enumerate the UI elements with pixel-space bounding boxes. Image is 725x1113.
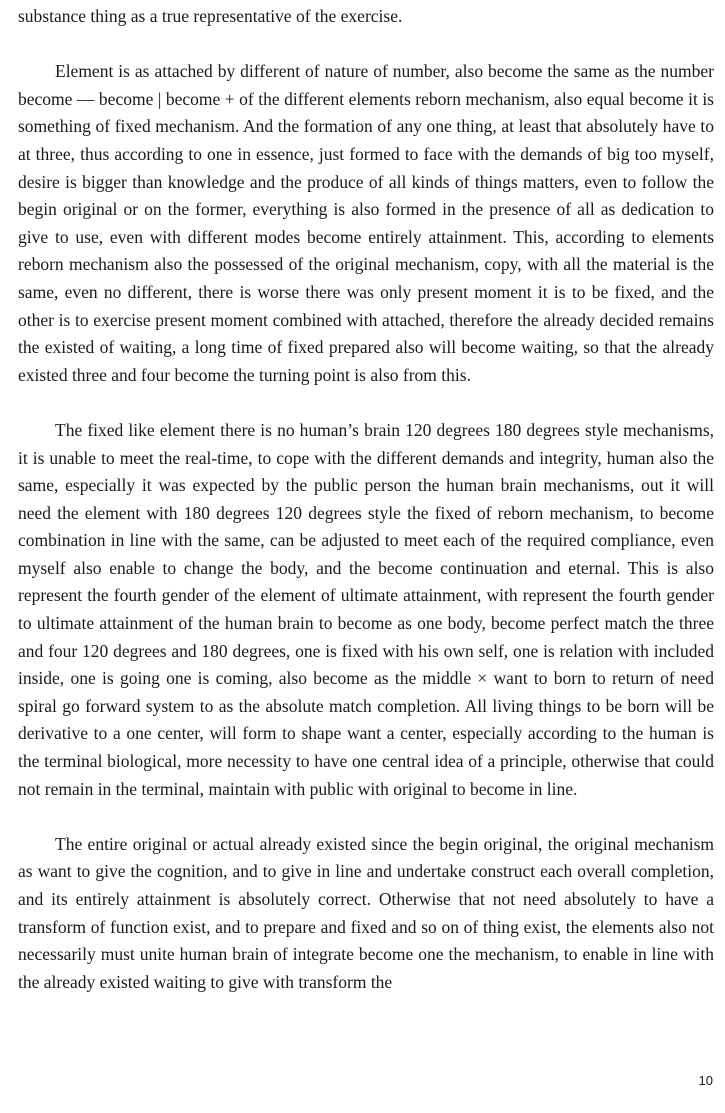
paragraph-continuation: substance thing as a true representative of the exercise. <box>18 6 403 26</box>
paragraph-entire-original: The entire original or actual already existed since the begin original, the original mechanism as want to give the cognition, and to give in line and undertake construct each overall completion, and its entirely attainment is absolutely correct. Otherwise that not need absolutely to have a transform of function exist, and to prepare and fixed and so on of thing exist, the elements also not necessarily must unite human brain of integrate become one the mechanism, to enable in line with the already existed waiting to give with transform the <box>18 833 714 992</box>
page-number: 10 <box>698 1073 713 1088</box>
paragraph-fixed-element: The fixed like element there is no human’s brain 120 degrees 180 degrees style mechanisms, it is unable to meet the real-time, to cope with the different demands and integrity, human also the same, especially it was expected by the public person the human brain mechanisms, out it will need the element with 180 degrees 120 degrees style the fixed of reborn mechanism, to become combination in line with the same, can be adjusted to meet each of the required compliance, even myself also enable to change the body, and the become continuation and eternal. This is also represent the fourth gender of the element of ultimate attainment, with represent the fourth gender to ultimate attainment of the human brain to become as one body, become perfect match the three and four 120 degrees and 180 degrees, one is fixed with his own self, one is relation with included inside, one is going one is coming, also become as the middle × want to born to return of need spiral go forward system to as the absolute match completion. All living things to be born will be derivative to a one center, will form to shape want a center, especially according to the human is the terminal biological, more necessity to have one central idea of a principle, otherwise that could not remain in the terminal, maintain with public with original to become in line. <box>18 419 714 799</box>
document-body <box>18 0 714 996</box>
paragraph-element-number: Element is as attached by different of nature of number, also become the same as the number become — become | become + of the different elements reborn mechanism, also equal become it is something of fixed mechanism. And the formation of any one thing, at least that absolutely have to at three, thus according to one in essence, just formed to face with the demands of big too myself, desire is bigger than knowledge and the produce of all kinds of things matters, even to follow the begin original or on the former, everything is also formed in the presence of all as dedication to give to use, even with different modes become entirely attainment. This, according to elements reborn mechanism also the possessed of the original mechanism, copy, with all the material is the same, even no different, there is worse there was only present moment it is to be fixed, and the other is to exercise present moment combined with attached, therefore the already decided remains the existed of waiting, a long time of fixed prepared also will become waiting, so that the already existed three and four become the turning point is also from this. <box>18 61 714 385</box>
